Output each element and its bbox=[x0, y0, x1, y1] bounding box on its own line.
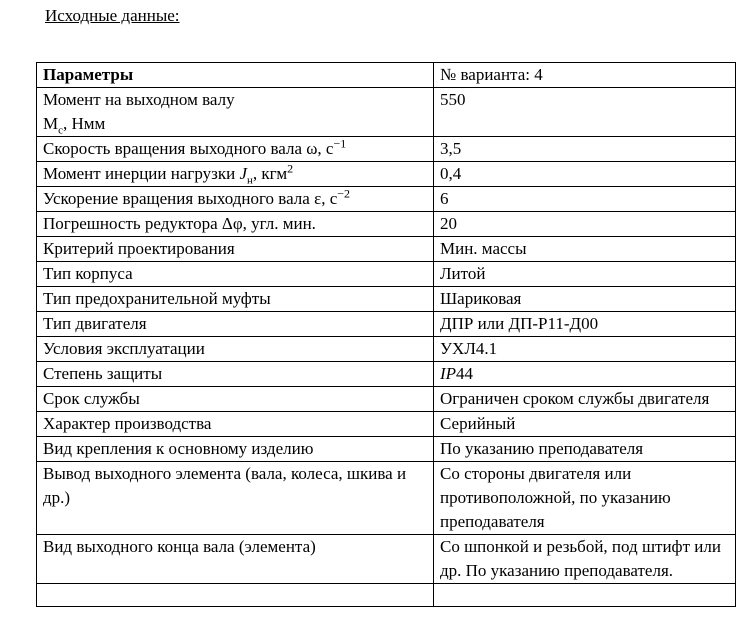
param-sup: 2 bbox=[287, 161, 294, 176]
param-value: УХЛ4.1 bbox=[434, 337, 736, 362]
table-row bbox=[37, 262, 736, 287]
section-title: Исходные данные: bbox=[45, 6, 180, 25]
table-row bbox=[37, 287, 736, 312]
param-label: Скорость вращения выходного вала ω, с bbox=[43, 139, 334, 158]
param-label: Тип предохранительной муфты bbox=[37, 287, 434, 312]
table-row bbox=[37, 337, 736, 362]
param-symbol: J bbox=[239, 164, 247, 183]
param-label: Характер производства bbox=[37, 412, 434, 437]
param-sub: c bbox=[58, 124, 64, 137]
param-label: Момент на выходном валу bbox=[43, 90, 235, 109]
param-value: Серийный bbox=[434, 412, 736, 437]
param-value: 6 bbox=[434, 187, 736, 212]
param-value: По указанию преподавателя bbox=[434, 437, 736, 462]
param-value: 20 bbox=[434, 212, 736, 237]
param-value: 0,4 bbox=[434, 162, 736, 187]
param-sup: −2 bbox=[337, 186, 351, 201]
param-sub: н bbox=[247, 174, 253, 187]
param-label: Критерий проектирования bbox=[37, 237, 434, 262]
param-label: Условия эксплуатации bbox=[37, 337, 434, 362]
param-unit: , Нмм bbox=[63, 114, 106, 133]
table-row bbox=[37, 462, 736, 535]
table-row bbox=[37, 362, 736, 387]
header-param: Параметры bbox=[37, 63, 434, 88]
table-row bbox=[37, 187, 736, 212]
table-row-empty bbox=[37, 584, 736, 607]
table-row bbox=[37, 137, 736, 162]
param-label: Срок службы bbox=[37, 387, 434, 412]
table-header bbox=[37, 63, 736, 88]
table-row bbox=[37, 437, 736, 462]
param-value: 44 bbox=[456, 364, 474, 383]
table-row bbox=[37, 162, 736, 187]
param-value: Шариковая bbox=[434, 287, 736, 312]
param-value: ДПР или ДП-Р11-Д00 bbox=[434, 312, 736, 337]
param-unit: , кгм bbox=[252, 164, 288, 183]
table-row bbox=[37, 212, 736, 237]
param-value: Со шпонкой и резьбой, под штифт или др. По указанию преподавателя. bbox=[434, 535, 736, 584]
table-row bbox=[37, 312, 736, 337]
param-sup: −1 bbox=[333, 136, 347, 151]
param-value: Мин. массы bbox=[434, 237, 736, 262]
param-label: Вид крепления к основному изделию bbox=[37, 437, 434, 462]
param-label: Вывод выходного элемента (вала, колеса, шкива и др.) bbox=[37, 462, 434, 535]
param-value-prefix: IP bbox=[440, 364, 457, 383]
param-label: Погрешность редуктора Δφ, угл. мин. bbox=[37, 212, 434, 237]
table-row bbox=[37, 535, 736, 584]
table-row bbox=[37, 237, 736, 262]
table-row bbox=[37, 412, 736, 437]
param-symbol: M bbox=[43, 114, 59, 133]
param-value: Литой bbox=[434, 262, 736, 287]
param-value: Ограничен сроком службы двигателя bbox=[434, 387, 736, 412]
param-value: 3,5 bbox=[434, 137, 736, 162]
table-row bbox=[37, 88, 736, 137]
param-value: 550 bbox=[434, 88, 736, 137]
param-label: Вид выходного конца вала (элемента) bbox=[37, 535, 434, 584]
table-row bbox=[37, 387, 736, 412]
param-label: Степень защиты bbox=[37, 362, 434, 387]
header-variant: № варианта: 4 bbox=[434, 63, 736, 88]
param-label: Момент инерции нагрузки bbox=[43, 164, 240, 183]
param-label: Тип двигателя bbox=[37, 312, 434, 337]
param-value: Со стороны двигателя или противоположной, по указанию преподавателя bbox=[434, 462, 736, 535]
param-label: Тип корпуса bbox=[37, 262, 434, 287]
param-label: Ускорение вращения выходного вала ε, с bbox=[43, 189, 338, 208]
parameters-table bbox=[36, 62, 736, 607]
